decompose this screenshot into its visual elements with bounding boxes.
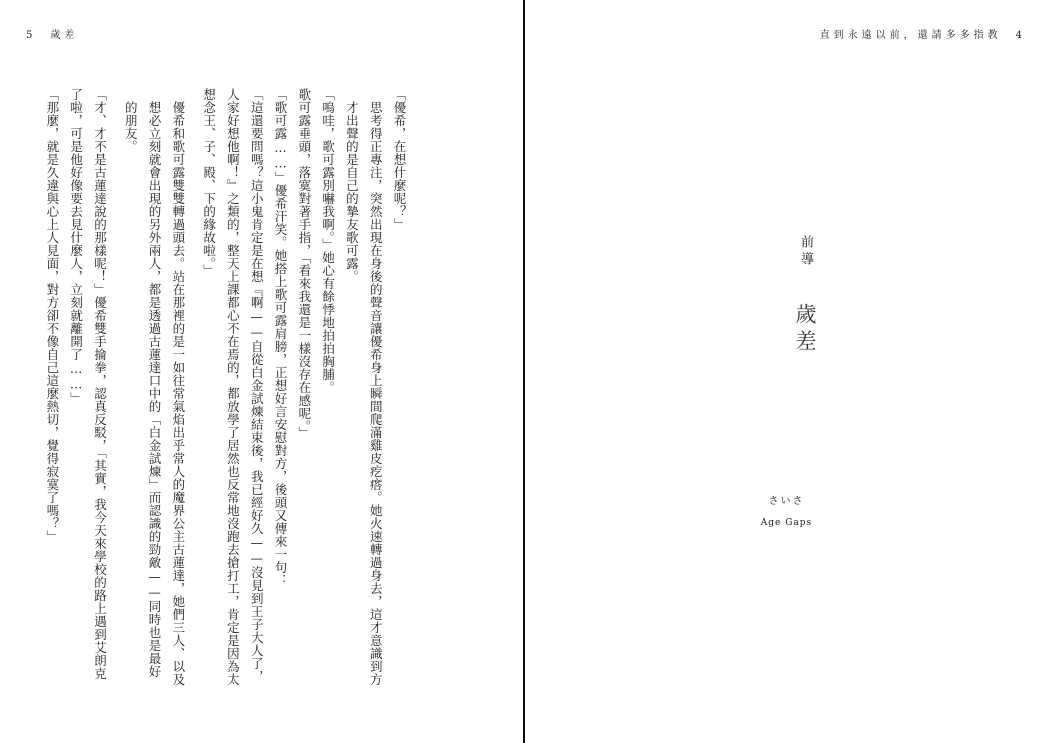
paragraph: 「優希，在想什麼呢？」	[392, 88, 407, 231]
left-page	[0, 0, 523, 743]
paragraph: 「這還要問嗎？這小鬼肯定是在想『啊——自從白金試煉結束後，我已經好久——沒見到王子大人了，人家好想他啊！』之類的，整天上課都心不在焉的，都放學了居然也反常地沒跑去搶打工，肯定是因為太想念王、子、殿、下的緣故啦。」	[201, 88, 265, 686]
chapter-label: 前導	[798, 235, 813, 269]
paragraph: 「那麼，就是久違與心上人見面，對方卻不像自己這麼熱切，覺得寂寞了嗎？」	[44, 88, 60, 543]
paragraph: 「嗚哇，歌可露別嚇我啊。」她心有餘悸地拍拍胸脯。	[320, 88, 336, 394]
paragraph: 思考得正專注，突然出現在身後的聲音讓優希身上瞬間爬滿雞皮疙瘩。她火速轉過身去，這才意識到方才出聲的是自己的摯友歌可露。	[344, 100, 384, 686]
paragraph: 優希和歌可露雙雙轉過頭去。站在那裡的是一如往常氣焰出乎常人的魔界公主古蓮達，她們三人、以及想必立刻就會出現的另外兩人，都是透過古蓮達口中的「白金試煉」而認識的勁敵——同時也是最好的朋友。	[123, 100, 186, 686]
chapter-subtitle-japanese: さいさ	[768, 496, 805, 507]
paragraph: 「歌可露……」優希汗笑。她搭上歌可露肩膀，正想好言安慰對方，後頭又傳來一句：	[273, 88, 289, 587]
page-header-left: 5 歲差	[26, 30, 79, 41]
vertical-text-body	[44, 88, 411, 688]
paragraph: 歌可露垂頭，落寞對著手指，「看來我還是一樣沒存在感呢。」	[296, 88, 312, 440]
right-page	[525, 0, 1048, 743]
paragraph: 「才、才不是古蓮達說的那樣呢！」優希雙手掄拳，認真反駁，「其實，我今天來學校的路上遇到艾朗克了啦，可是他好像要去見什麼人，立刻就離開了……」	[68, 88, 108, 680]
chapter-subtitle-english: Age Gaps	[760, 518, 813, 528]
chapter-title: 歲差	[793, 303, 817, 357]
page-header-right: 直到永遠以前，還請多多指教 4	[819, 30, 1026, 41]
